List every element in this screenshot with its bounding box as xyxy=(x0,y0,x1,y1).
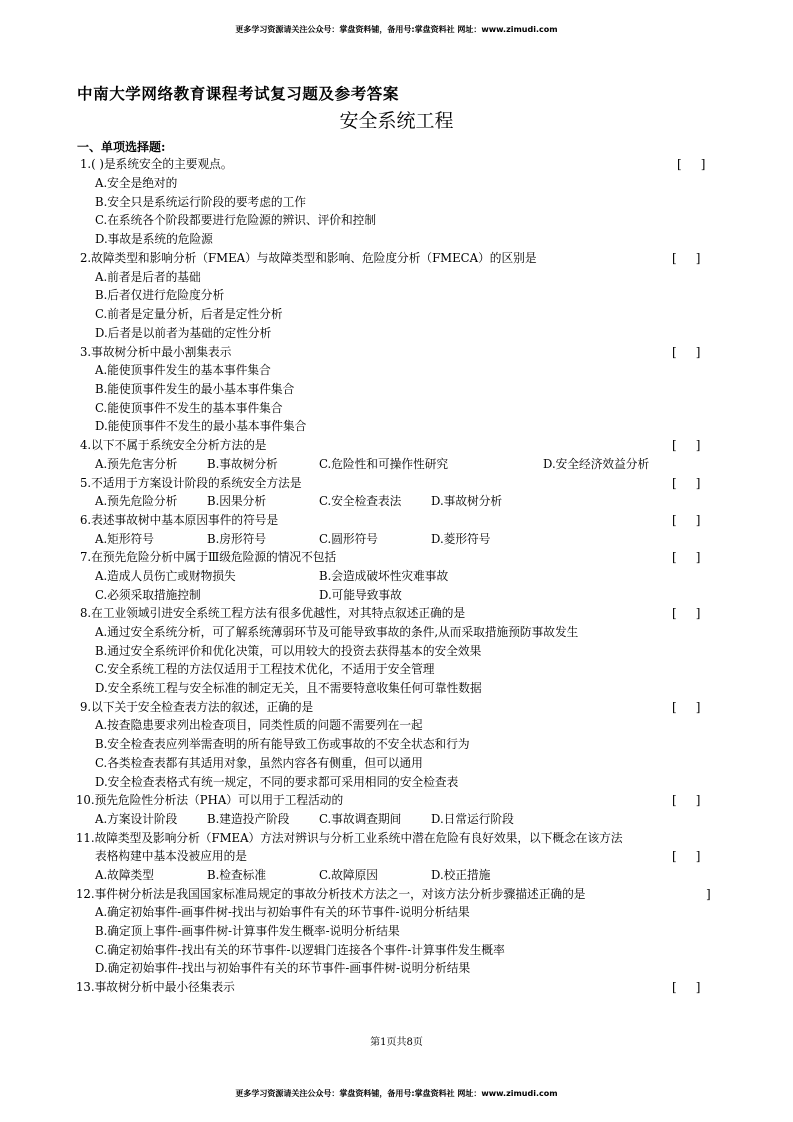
question-stem: 4.以下不属于系统安全分析方法的是 xyxy=(80,438,267,452)
option: C.能使顶事件不发生的基本事件集合 xyxy=(95,401,283,415)
subject-title: 安全系统工程 xyxy=(339,110,454,132)
option: A.预先危害分析 xyxy=(95,457,178,471)
question-stem: 11.故障类型及影响分析（FMEA）方法对辨识与分析工业系统中潜在危险有良好效果，以下概念在该方法 xyxy=(76,831,623,845)
answer-bracket: [ ] xyxy=(672,476,701,490)
option: A.按查隐患要求列出检查项目，同类性质的问题不需要列在一起 xyxy=(95,718,423,732)
option: B.会造成破坏性灾难事故 xyxy=(319,569,449,583)
option: B.建造投产阶段 xyxy=(207,812,290,826)
question-stem: 3.事故树分析中最小割集表示 xyxy=(80,345,232,359)
option: B.房形符号 xyxy=(207,532,267,546)
answer-bracket: [ ] xyxy=(672,345,701,359)
answer-bracket: ] xyxy=(706,887,711,901)
answer-bracket: [ ] xyxy=(672,251,701,265)
bottom-banner: 更多学习资源请关注公众号：掌盘资料铺，备用号:掌盘资料社 网址：www.zimudi.com xyxy=(235,1089,558,1098)
option: A.确定初始事件-画事件树-找出与初始事件有关的环节事件-说明分析结果 xyxy=(95,905,470,919)
question-stem: 6.表述事故树中基本原因事件的符号是 xyxy=(80,513,279,527)
option: D.菱形符号 xyxy=(431,532,491,546)
option: D.后者是以前者为基础的定性分析 xyxy=(95,326,272,340)
option: D.校正措施 xyxy=(431,868,491,882)
option: D.日常运行阶段 xyxy=(431,812,514,826)
answer-bracket: [ ] xyxy=(672,793,701,807)
option: A.能使顶事件发生的基本事件集合 xyxy=(95,363,271,377)
option: D.事故树分析 xyxy=(431,494,503,508)
question-stem: 12.事件树分析法是我国国家标准局规定的事故分析技术方法之一，对该方法分析步骤描述正确的是 xyxy=(76,887,586,901)
option: D.确定初始事件-找出与初始事件有关的环节事件-画事件树-说明分析结果 xyxy=(95,961,471,975)
option: B.因果分析 xyxy=(207,494,267,508)
answer-bracket: [ ] xyxy=(672,550,701,564)
option: D.能使顶事件不发生的最小基本事件集合 xyxy=(95,419,307,433)
option: A.前者是后者的基础 xyxy=(95,270,201,284)
option: B.安全检查表应列举需查明的所有能导致工伤或事故的不安全状态和行为 xyxy=(95,737,470,751)
question-stem: 9.以下关于安全检查表方法的叙述，正确的是 xyxy=(80,700,314,714)
question-stem-continued: 表格构建中基本没被应用的是 xyxy=(95,849,247,863)
option: C.在系统各个阶段都要进行危险源的辨识、评价和控制 xyxy=(95,213,377,227)
option: C.安全系统工程的方法仅适用于工程技术优化，不适用于安全管理 xyxy=(95,662,435,676)
option: B.确定顶上事件-画事件树-计算事件发生概率-说明分析结果 xyxy=(95,924,400,938)
option: B.能使顶事件发生的最小基本事件集合 xyxy=(95,382,295,396)
option: C.各类检查表都有其适用对象，虽然内容各有侧重，但可以通用 xyxy=(95,756,423,770)
course-title: 中南大学网络教育课程考试复习题及参考答案 xyxy=(77,84,400,103)
option: D.安全经济效益分析 xyxy=(543,457,650,471)
option: C.必须采取措施控制 xyxy=(95,588,201,602)
answer-bracket: [ ] xyxy=(672,849,701,863)
option: C.确定初始事件-找出有关的环节事件-以逻辑门连接各个事件-计算事件发生概率 xyxy=(95,943,505,957)
answer-bracket: [ ] xyxy=(672,438,701,452)
question-stem: 2.故障类型和影响分析（FMEA）与故障类型和影响、危险度分析（FMECA）的区别是 xyxy=(80,251,537,265)
answer-bracket: [ ] xyxy=(672,700,701,714)
section-title: 一、单项选择题: xyxy=(77,140,166,154)
answer-bracket: [ ] xyxy=(677,157,706,171)
option: D.可能导致事故 xyxy=(319,588,402,602)
option: C.圆形符号 xyxy=(319,532,378,546)
option: B.通过安全系统评价和优化决策，可以用较大的投资去获得基本的安全效果 xyxy=(95,644,482,658)
page-footer: 第1页共8页 xyxy=(370,1037,423,1048)
question-stem: 1.( )是系统安全的主要观点。 xyxy=(80,157,233,171)
option: C.故障原因 xyxy=(319,868,378,882)
option: B.安全只是系统运行阶段的要考虑的工作 xyxy=(95,195,306,209)
option: B.检查标准 xyxy=(207,868,267,882)
option: B.事故树分析 xyxy=(207,457,278,471)
question-stem: 10.预先危险性分析法（PHA）可以用于工程活动的 xyxy=(76,793,344,807)
option: C.事故调查期间 xyxy=(319,812,402,826)
option: B.后者仅进行危险度分析 xyxy=(95,288,225,302)
question-stem: 7.在预先危险分析中属于Ⅲ级危险源的情况不包括 xyxy=(80,550,337,564)
answer-bracket: [ ] xyxy=(672,980,701,994)
top-banner: 更多学习资源请关注公众号：掌盘资料铺，备用号:掌盘资料社 网址：www.zimudi.com xyxy=(235,25,558,34)
option: A.预先危险分析 xyxy=(95,494,178,508)
option: C.安全检查表法 xyxy=(319,494,402,508)
option: C.危险性和可操作性研究 xyxy=(319,457,449,471)
option: A.安全是绝对的 xyxy=(95,176,178,190)
option: A.通过安全系统分析，可了解系统薄弱环节及可能导致事故的条件,从而采取措施预防事故发生 xyxy=(95,625,579,639)
option: A.方案设计阶段 xyxy=(95,812,178,826)
option: D.安全系统工程与安全标准的制定无关，且不需要特意收集任何可靠性数据 xyxy=(95,681,482,695)
option: D.安全检查表格式有统一规定，不同的要求都可采用相同的安全检查表 xyxy=(95,775,459,789)
question-stem: 13.事故树分析中最小径集表示 xyxy=(76,980,235,994)
option: C.前者是定量分析，后者是定性分析 xyxy=(95,307,283,321)
question-stem: 8.在工业领域引进安全系统工程方法有很多优越性，对其特点叙述正确的是 xyxy=(80,606,466,620)
question-stem: 5.不适用于方案设计阶段的系统安全方法是 xyxy=(80,476,302,490)
option: A.造成人员伤亡或财物损失 xyxy=(95,569,236,583)
answer-bracket: [ ] xyxy=(672,606,701,620)
option: A.故障类型 xyxy=(95,868,154,882)
option: A.矩形符号 xyxy=(95,532,154,546)
option: D.事故是系统的危险源 xyxy=(95,232,213,246)
answer-bracket: [ ] xyxy=(672,513,701,527)
